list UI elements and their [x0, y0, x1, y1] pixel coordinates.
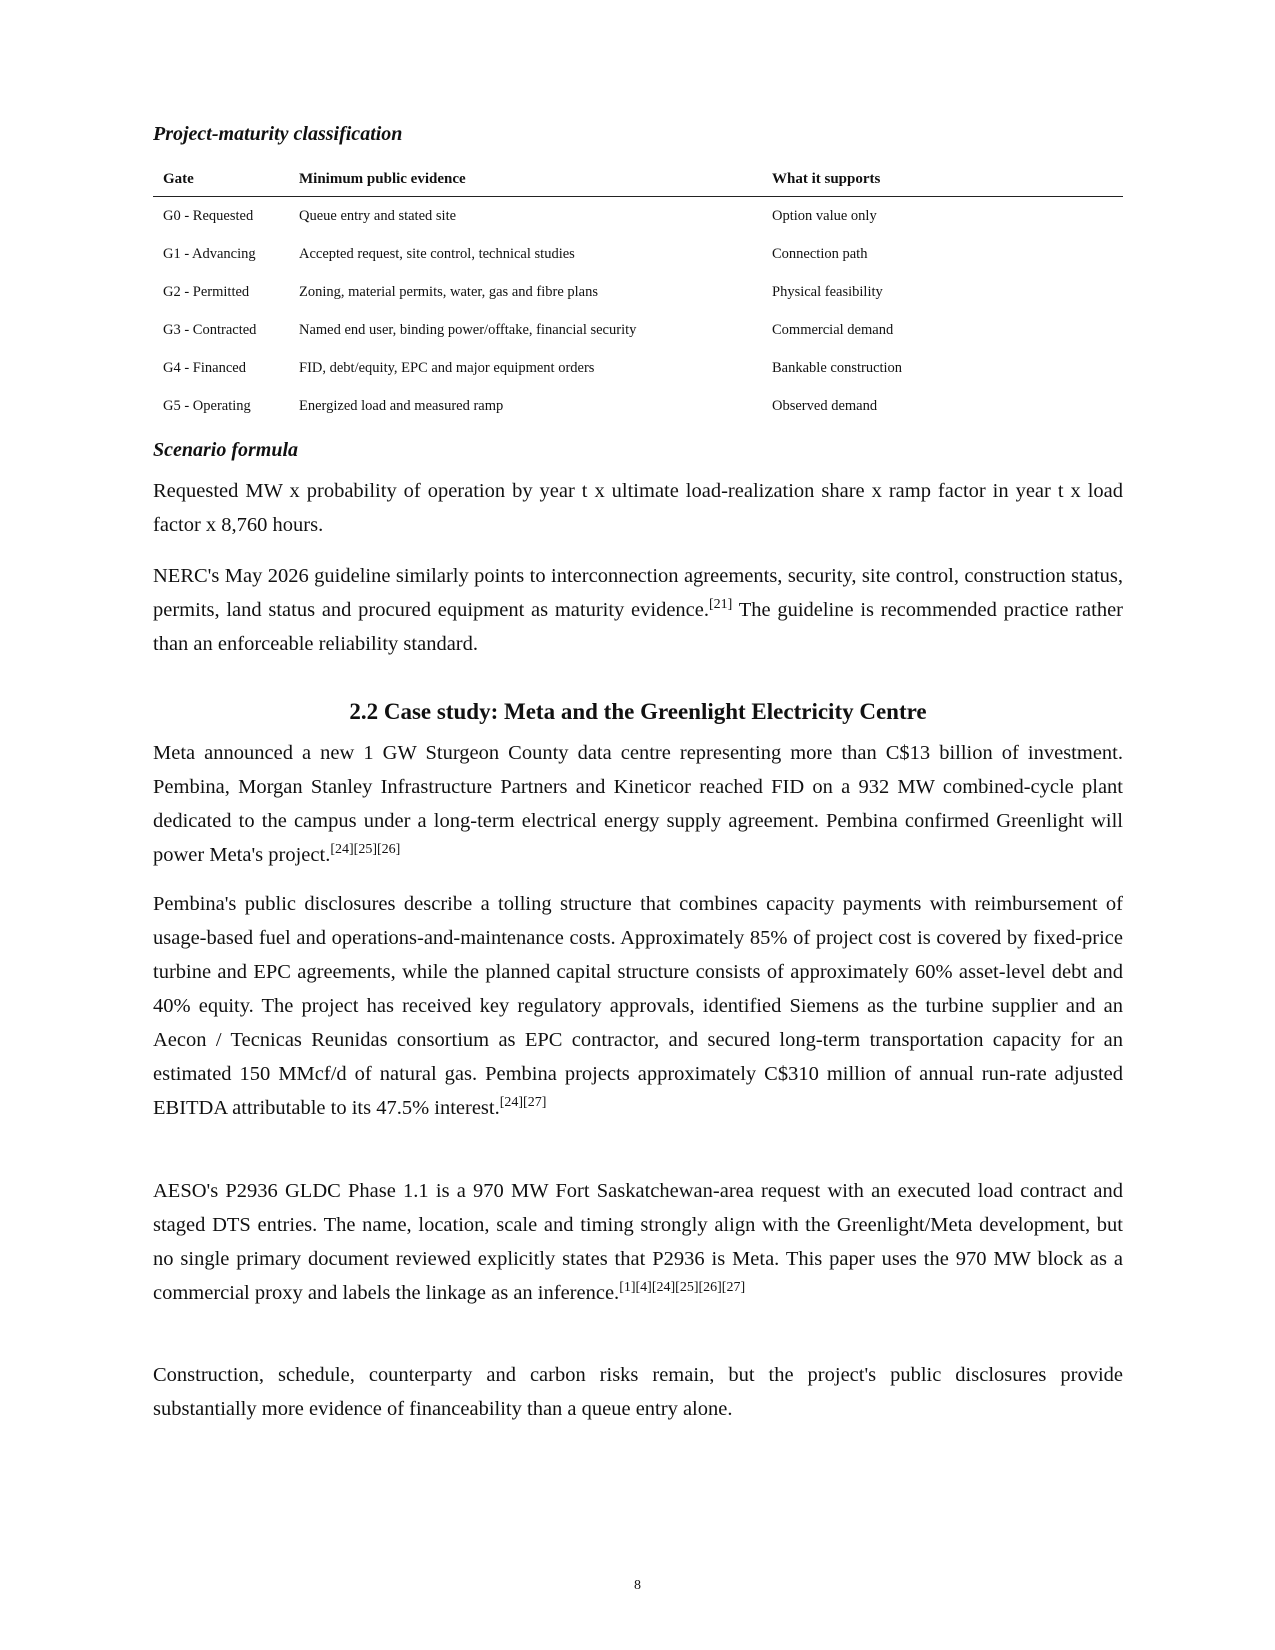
gate-cell: G5 - Operating: [163, 397, 251, 414]
evidence-cell: Named end user, binding power/offtake, financial security: [299, 321, 637, 338]
aeso-text: AESO's P2936 GLDC Phase 1.1 is a 970 MW Fort Saskatchewan-area request with an executed load contract and staged DTS entries. The name, location, scale and timing strongly align with the Greenlight/Meta development, but no single primary document reviewed explicitly states that P2936 is Meta. This paper uses the 970 MW block as a commercial proxy and labels the linkage as an inference.: [153, 1180, 1123, 1304]
meta-text: Meta announced a new 1 GW Sturgeon County data centre representing more than C$13 billion of investment. Pembina, Morgan Stanley Infrastructure Partners and Kineticor reached FID on a 932 MW combined-cycle plant dedicated to the campus under a long-term electrical energy supply agreement. Pembina confirmed Greenlight will power Meta's project.: [153, 742, 1123, 866]
evidence-cell: Accepted request, site control, technical studies: [299, 245, 575, 262]
supports-cell: Observed demand: [772, 397, 878, 414]
table-row: [153, 235, 1123, 273]
column-header-evidence: Minimum public evidence: [289, 162, 762, 197]
table-row: [153, 387, 1123, 425]
tolling-paragraph: [153, 887, 1123, 1125]
risks-paragraph: Construction, schedule, counterparty and carbon risks remain, but the project's public disclosures provide substantially more evidence of financeability than a queue entry alone.: [153, 1364, 1123, 1420]
section-heading: 2.2 Case study: Meta and the Greenlight Electricity Centre: [349, 699, 927, 724]
gate-cell: G2 - Permitted: [163, 283, 250, 300]
evidence-cell: Queue entry and stated site: [299, 207, 457, 224]
page-number: 8: [634, 1578, 641, 1593]
formula-heading: Scenario formula: [153, 439, 299, 461]
supports-cell: Commercial demand: [772, 321, 894, 338]
tolling-text: Pembina's public disclosures describe a tolling structure that combines capacity payments with reimbursement of usage-based fuel and operations-and-maintenance costs. Approximately 85% of project cost is covered by fixed-price turbine and EPC agreements, while the planned capital structure consists of approximately 60% asset-level debt and 40% equity. The project has received key regulatory approvals, identified Siemens as the turbine supplier and an Aecon / Tecnicas Reunidas consortium as EPC contractor, and secured long-term transportation capacity for an estimated 150 MMcf/d of natural gas. Pembina projects approximately C$310 million of annual run-rate adjusted EBITDA attributable to its 47.5% interest.: [153, 893, 1123, 1119]
citation-ref: [1][4][24][25][26][27]: [619, 1280, 746, 1295]
formula-paragraph: Requested MW x probability of operation by year t x ultimate load-realization share x ramp factor in year t x load factor x 8,760 hours.: [153, 480, 1123, 536]
table-row: [153, 349, 1123, 387]
nerc-paragraph: [153, 559, 1123, 661]
evidence-cell: Zoning, material permits, water, gas and fibre plans: [299, 283, 598, 300]
supports-cell: Option value only: [772, 207, 877, 224]
evidence-cell: Energized load and measured ramp: [299, 397, 504, 414]
maturity-table: [153, 162, 1123, 425]
table-row: [153, 311, 1123, 349]
column-header-supports: What it supports: [762, 162, 1123, 197]
citation-ref: [24][27]: [499, 1095, 547, 1110]
gate-cell: G3 - Contracted: [163, 321, 257, 338]
nerc-text-a: NERC's May 2026 guideline similarly points to interconnection agreements, security, site control, construction status, permits, land status and procured equipment as maturity evidence.: [153, 565, 1123, 621]
table-heading: Project-maturity classification: [153, 123, 403, 145]
nerc-text-b: The guideline is recommended practice rather than an enforceable reliability standard.: [153, 599, 1124, 655]
supports-cell: Physical feasibility: [772, 283, 883, 300]
table-row: [153, 197, 1123, 236]
gate-cell: G1 - Advancing: [163, 245, 256, 262]
supports-cell: Bankable construction: [772, 359, 903, 376]
citation-ref: [21]: [709, 597, 733, 612]
table-row: [153, 273, 1123, 311]
meta-paragraph: [153, 736, 1123, 872]
column-header-gate: Gate: [153, 162, 289, 197]
evidence-cell: FID, debt/equity, EPC and major equipment orders: [299, 359, 595, 376]
citation-ref: [24][25][26]: [330, 842, 401, 857]
supports-cell: Connection path: [772, 245, 868, 262]
gate-cell: G0 - Requested: [163, 207, 254, 224]
table-header-row: [153, 162, 1123, 197]
aeso-paragraph: [153, 1174, 1123, 1310]
gate-cell: G4 - Financed: [163, 359, 246, 376]
